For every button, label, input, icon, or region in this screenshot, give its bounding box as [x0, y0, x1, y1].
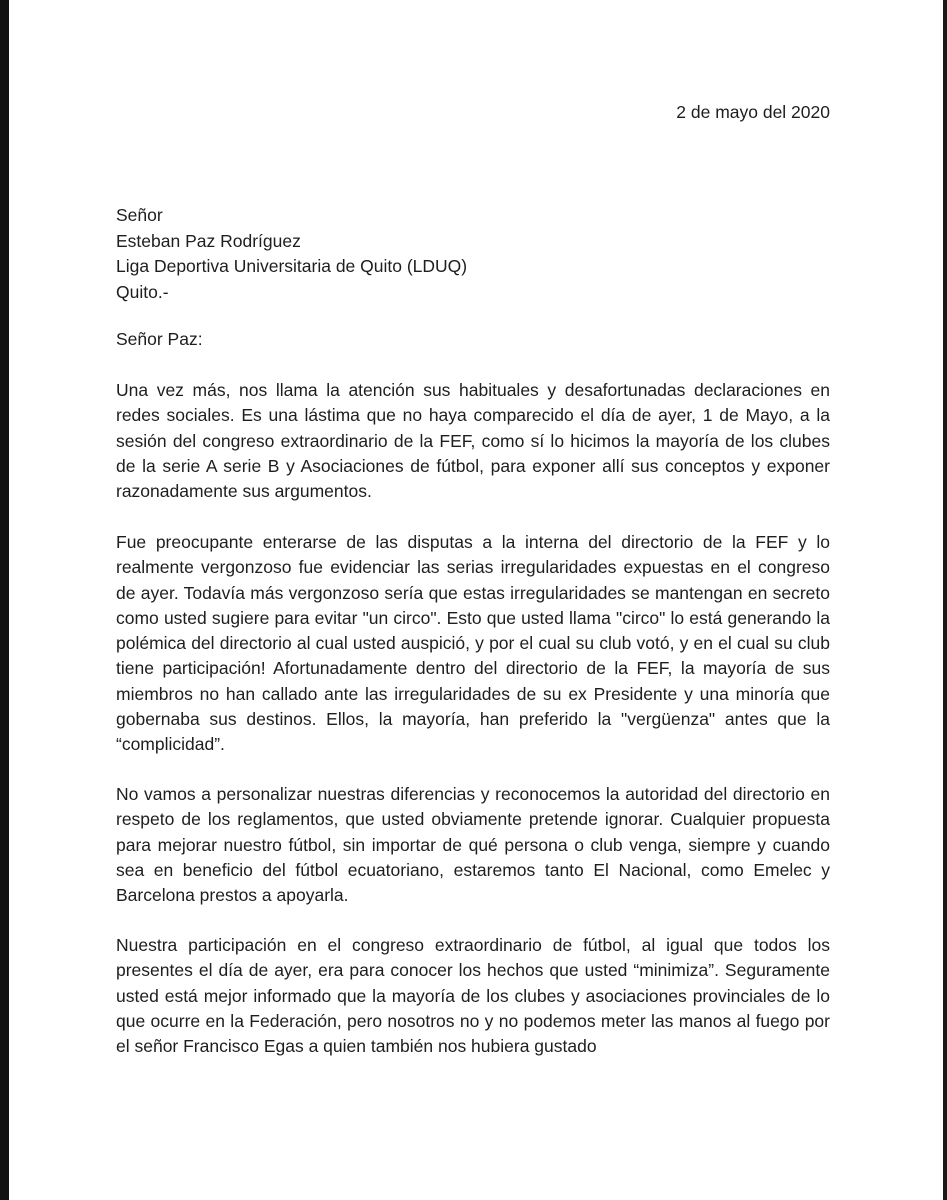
body-paragraph-4: Nuestra participación en el congreso extraordinario de fútbol, al igual que todos los presentes el día de ayer, era para conocer los hechos que usted “minimiza”. Seguramente usted está mejor informado que la mayoría de los clubes y asociaciones provinciales de lo que ocurre en la Federación, pero nosotros no y no podemos meter las manos al fuego por el señor Francisco Egas a quien también nos hubiera gustado	[116, 935, 830, 1057]
letter-page	[9, 0, 943, 1200]
dark-border-right	[943, 0, 947, 1200]
recipient-city: Quito.-	[116, 281, 169, 302]
recipient-name: Esteban Paz Rodríguez	[116, 230, 301, 251]
letter-date: 2 de mayo del 2020	[676, 102, 830, 122]
body-paragraph-2: Fue preocupante enterarse de las disputas a la interna del directorio de la FEF y lo realmente vergonzoso fue evidenciar las serias irregularidades expuestas en el congreso de ayer. Todavía más vergonzoso sería que estas irregularidades se mantengan en secreto como usted sugiere para evitar "un circo". Esto que usted llama "circo" lo está generando la polémica del directorio al cual usted auspició, y por el cual su club votó, y en el cual su club tiene participación! Afortunadamente dentro del directorio de la FEF, la mayoría de sus miembros no han callado ante las irregularidades de su ex Presidente y una minoría que gobernaba sus destinos. Ellos, la mayoría, han preferido la "vergüenza" antes que la “complicidad”.	[116, 532, 830, 755]
recipient-block	[116, 203, 467, 305]
body-paragraph-1: Una vez más, nos llama la atención sus habituales y desafortunadas declaraciones en redes sociales. Es una lástima que no haya comparecido el día de ayer, 1 de Mayo, a la sesión del congreso extraordinario de la FEF, como sí lo hicimos la mayoría de los clubes de la serie A serie B y Asociaciones de fútbol, para exponer allí sus conceptos y exponer razonadamente sus argumentos.	[116, 380, 830, 502]
body-paragraph-3: No vamos a personalizar nuestras diferencias y reconocemos la autoridad del directorio en respeto de los reglamentos, que usted obviamente pretende ignorar. Cualquier propuesta para mejorar nuestro fútbol, sin importar de qué persona o club venga, siempre y cuando sea en beneficio del fútbol ecuatoriano, estaremos tanto El Nacional, como Emelec y Barcelona prestos a apoyarla.	[116, 784, 830, 906]
recipient-honorific: Señor	[116, 205, 163, 225]
salutation: Señor Paz:	[116, 329, 203, 349]
recipient-organization: Liga Deportiva Universitaria de Quito (LDUQ)	[116, 256, 468, 276]
dark-border-left	[0, 0, 9, 1200]
